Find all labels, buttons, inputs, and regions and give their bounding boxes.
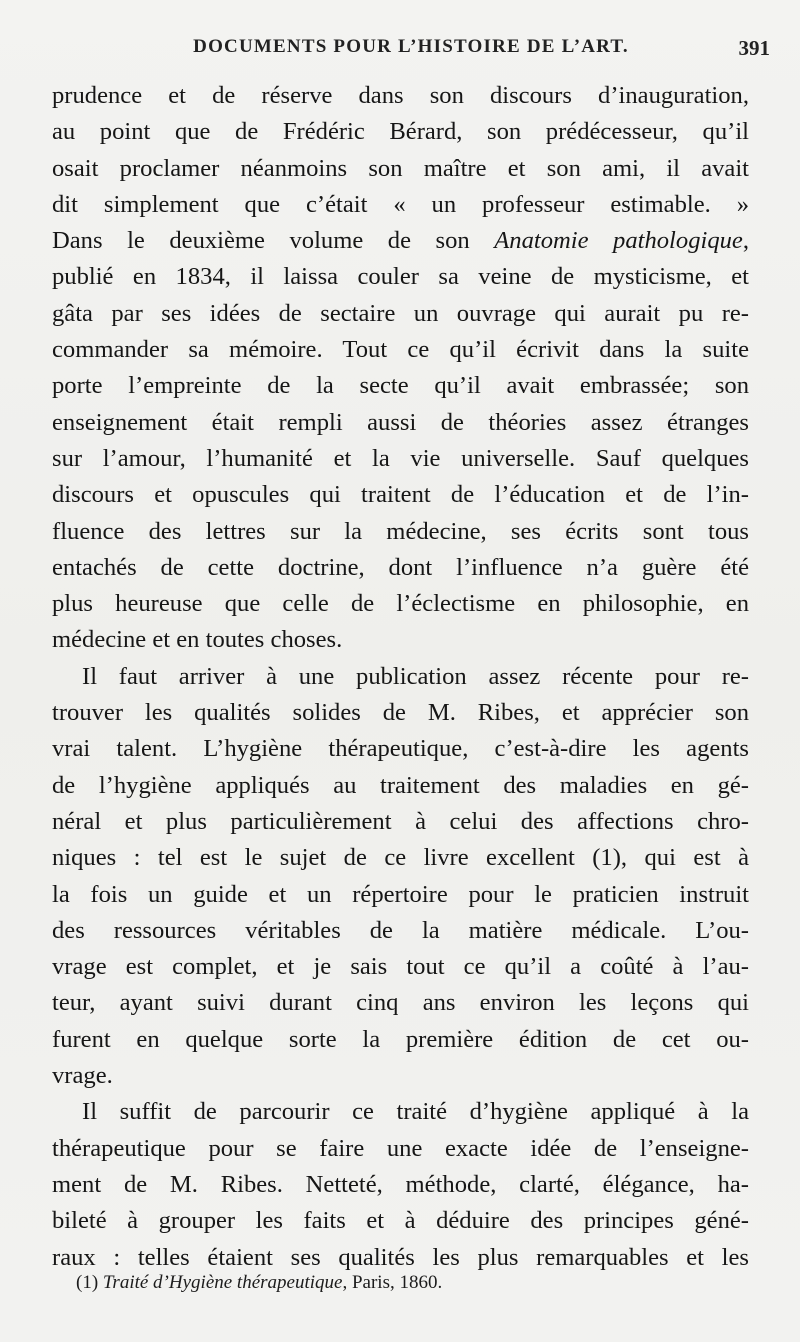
page-number: 391 bbox=[738, 36, 770, 60]
text-line: furent en quelque sorte la première édition de cet ou- bbox=[52, 1025, 749, 1053]
text-line: entachés de cette doctrine, dont l’influence n’a guère été bbox=[52, 553, 749, 581]
text-line: Il faut arriver à une publication assez récente pour re- bbox=[82, 662, 749, 690]
footnote-marker: (1) bbox=[76, 1272, 99, 1293]
text-line: plus heureuse que celle de l’éclectisme en philosophie, en bbox=[52, 590, 749, 618]
page-header bbox=[52, 34, 770, 66]
text-line: néral et plus particulièrement à celui des affections chro- bbox=[52, 807, 749, 835]
text-line: raux : telles étaient ses qualités les plus remarquables et les bbox=[52, 1243, 749, 1271]
text-line: bileté à grouper les faits et à déduire des principes géné- bbox=[52, 1207, 749, 1235]
paragraph-container bbox=[52, 78, 749, 1276]
text-line: médecine et en toutes choses. bbox=[52, 626, 343, 654]
text-line: discours et opuscules qui traitent de l’éducation et de l’in- bbox=[52, 481, 749, 509]
footnote-title: Traité d’Hygiène thérapeutique bbox=[102, 1272, 343, 1293]
text-line: vrage. bbox=[52, 1062, 113, 1090]
paragraph bbox=[52, 78, 749, 659]
text-line: dit simplement que c’était « un professeur estimable. » bbox=[52, 190, 749, 218]
text-line: enseignement était rempli aussi de théories assez étranges bbox=[52, 408, 749, 436]
text-line: vrage est complet, et je sais tout ce qu’il a coûté à l’au- bbox=[52, 953, 749, 981]
text-line: de l’hygiène appliqués au traitement des maladies en gé- bbox=[52, 771, 749, 799]
text-line: Il suffit de parcourir ce traité d’hygiène appliqué à la bbox=[82, 1098, 749, 1126]
footnote bbox=[76, 1272, 442, 1294]
text-line: commander sa mémoire. Tout ce qu’il écrivit dans la suite bbox=[52, 336, 749, 364]
text-line: teur, ayant suivi durant cinq ans environ les leçons qui bbox=[52, 989, 749, 1017]
text-line: thérapeutique pour se faire une exacte idée de l’enseigne- bbox=[52, 1134, 749, 1162]
body-text bbox=[52, 78, 749, 1276]
text-line: vrai talent. L’hygiène thérapeutique, c’est-à-dire les agents bbox=[52, 735, 749, 763]
text-line: publié en 1834, il laissa couler sa veine de mysticisme, et bbox=[52, 263, 749, 291]
text-line: ment de M. Ribes. Netteté, méthode, clarté, élégance, ha- bbox=[52, 1170, 749, 1198]
text-line: osait proclamer néanmoins son maître et son ami, il avait bbox=[52, 154, 749, 182]
text-line: fluence des lettres sur la médecine, ses écrits sont tous bbox=[52, 517, 749, 545]
book-title: Anatomie pathologique bbox=[494, 227, 743, 255]
text-line: la fois un guide et un répertoire pour le praticien instruit bbox=[52, 880, 749, 908]
text-line: au point que de Frédéric Bérard, son prédécesseur, qu’il bbox=[52, 118, 749, 146]
text-line: Dans le deuxième volume de son Anatomie pathologique, bbox=[52, 227, 749, 255]
text-line: porte l’empreinte de la secte qu’il avait embrassée; son bbox=[52, 372, 749, 400]
paragraph bbox=[52, 1094, 749, 1275]
footnote-rest: , Paris, 1860. bbox=[342, 1272, 443, 1293]
text-line: gâta par ses idées de sectaire un ouvrage qui aurait pu re- bbox=[52, 299, 749, 327]
text-line: sur l’amour, l’humanité et la vie universelle. Sauf quelques bbox=[52, 444, 749, 472]
text-line: prudence et de réserve dans son discours d’inauguration, bbox=[52, 82, 749, 109]
text-line: des ressources véritables de la matière médicale. L’ou- bbox=[52, 916, 749, 944]
text-line: niques : tel est le sujet de ce livre excellent (1), qui est à bbox=[52, 844, 749, 872]
running-head: DOCUMENTS POUR L’HISTOIRE DE L’ART. bbox=[193, 36, 629, 57]
paragraph bbox=[52, 659, 749, 1095]
text-line: trouver les qualités solides de M. Ribes, et apprécier son bbox=[52, 699, 749, 727]
